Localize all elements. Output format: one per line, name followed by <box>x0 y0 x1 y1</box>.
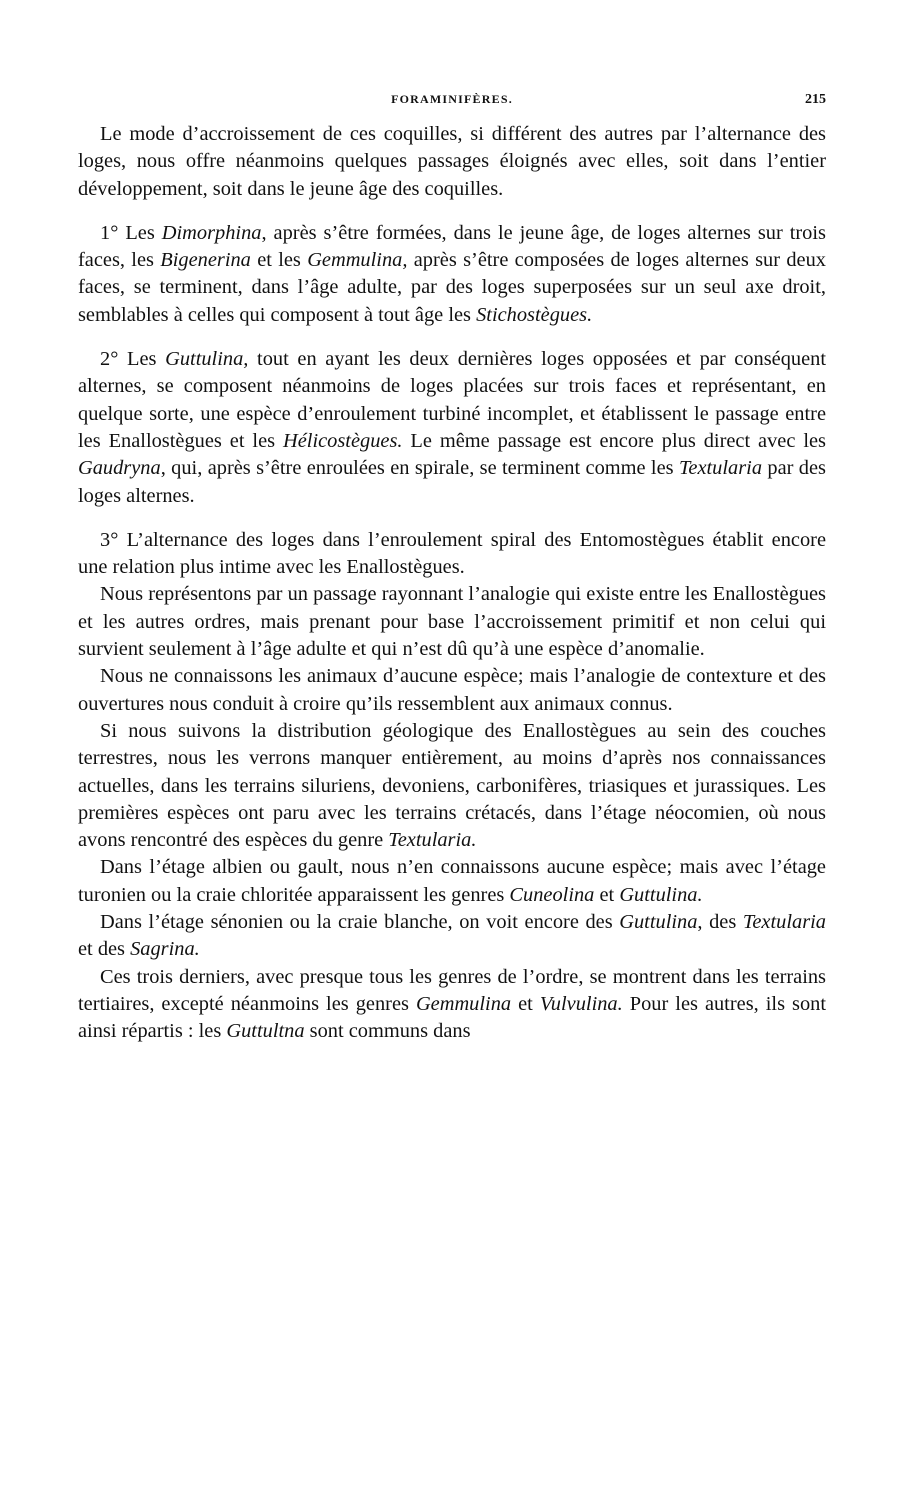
text-run: Si nous suivons la distribution géologique des Enallostègues au sein des couches terrestres, nous les verrons manquer entièrement, au moins d’après nos connaissances actuelles, dans les terrains siluriens, devoniens, carbonifères, triasiques et jurassiques. Les premières espèces ont paru avec les terrains crétacés, dans l’étage néocomien, où nous avons rencontré des espèces du genre <box>78 719 826 852</box>
genus-name: Stichostègues. <box>476 303 593 326</box>
text-run: 2° Les <box>100 348 166 371</box>
text-run: Nous ne connaissons les animaux d’aucune espèce; mais l’analogie de contexture et des ouvertures nous conduit à croire qu’ils ressemblent aux animaux connus. <box>78 665 826 715</box>
text-run: tout en ayant les deux dernières loges opposées et par conséquent alternes, se composent néanmoins de loges placées sur trois faces et représentant, en quelque sorte, une espèce d’enroulement turbiné incomplet, et établissent le passage entre les Enallostègues et les <box>78 348 826 452</box>
text-run: par des loges alternes. <box>78 457 826 507</box>
paragraph <box>78 964 826 1046</box>
paragraph <box>78 663 826 718</box>
genus-name: Gemmulina <box>415 992 512 1015</box>
text-run: Pour les autres, ils sont ainsi répartis : les <box>78 992 826 1043</box>
text-run: Le mode d’accroissement de ces coquilles, si différent des autres par l’alternance des loges, nous offre néanmoins quelques passages éloignés avec elles, soit dans l’entier développement, soit dans le jeune âge des coquilles. <box>78 123 826 200</box>
text-run: , des <box>697 911 743 934</box>
text-run: sont communs dans <box>304 1020 471 1043</box>
paragraph <box>78 718 826 854</box>
text-run: , qui, après s’être enroulées en spirale, se terminent comme les <box>160 457 679 480</box>
text-run: Nous représentons par un passage rayonnant l’analogie qui existe entre les Enallostègues et les autres ordres, mais prenant pour base l’accroissement primitif et non celui qui survient seulement à l’âge adulte et qui n’est dû qu’à une espèce d’anomalie. <box>78 583 826 661</box>
genus-name: Bigenerina <box>160 249 251 272</box>
genus-name: Cuneolina <box>509 883 595 906</box>
text-run: Dans l’étage albien ou gault, nous n’en connaissons aucune espèce; mais avec l’étage turonien ou la craie chloritée apparaissent les genres <box>78 856 826 906</box>
running-title: FORAMINIFÈRES. <box>391 92 513 106</box>
genus-name: Vulvulina. <box>539 992 623 1015</box>
text-run: 1° Les <box>100 221 162 244</box>
text-run: Ces trois derniers, avec presque tous les genres de l’ordre, se montrent dans les terrains tertiaires, excepté néanmoins les genres <box>78 965 826 1015</box>
paragraph <box>78 854 826 909</box>
genus-name: Sagrina. <box>130 938 200 961</box>
text-run: 3° L’alternance des loges dans l’enroulement spiral des Entomostègues établit encore une relation plus intime avec les Enallostègues. <box>78 528 826 579</box>
text-run: et des <box>78 938 131 961</box>
genus-name: Gaudryna <box>78 457 161 480</box>
genus-name: Guttultna <box>226 1020 305 1043</box>
text-run: Dans l’étage sénonien ou la craie blanche, on voit encore des <box>100 911 620 934</box>
text-run: après s’être composées de loges alternes sur deux faces, se terminent, dans l’âge adulte, par des loges superposées sur un seul axe droit, semblables à celles qui composent à tout âge les <box>78 249 826 326</box>
paragraph <box>78 527 826 582</box>
text-run: et les <box>250 249 308 272</box>
paragraph <box>78 121 826 203</box>
genus-name: Gemmulina, <box>307 249 408 272</box>
genus-name: Textularia <box>742 911 826 934</box>
genus-name: Guttulina. <box>619 883 703 906</box>
genus-name: Textularia <box>678 457 763 480</box>
genus-name: Dimorphina <box>161 221 262 244</box>
paragraph <box>78 909 826 964</box>
text-run: Le même passage est encore plus direct avec les <box>402 429 826 452</box>
paragraph <box>78 346 826 510</box>
text-run: et <box>594 883 620 906</box>
genus-name: Textularia. <box>388 829 477 852</box>
page-number: 215 <box>805 92 826 107</box>
page-header <box>78 92 826 112</box>
genus-name: Guttulina, <box>165 348 249 371</box>
genus-name: Hélicostègues. <box>283 429 403 452</box>
text-run: , après s’être formées, dans le jeune âge, de loges alternes sur trois faces, les <box>78 221 826 272</box>
paragraph <box>78 581 826 663</box>
paragraph <box>78 220 826 329</box>
page-body <box>78 121 826 1046</box>
genus-name: Guttulina <box>619 911 698 934</box>
text-run: et <box>511 992 540 1015</box>
